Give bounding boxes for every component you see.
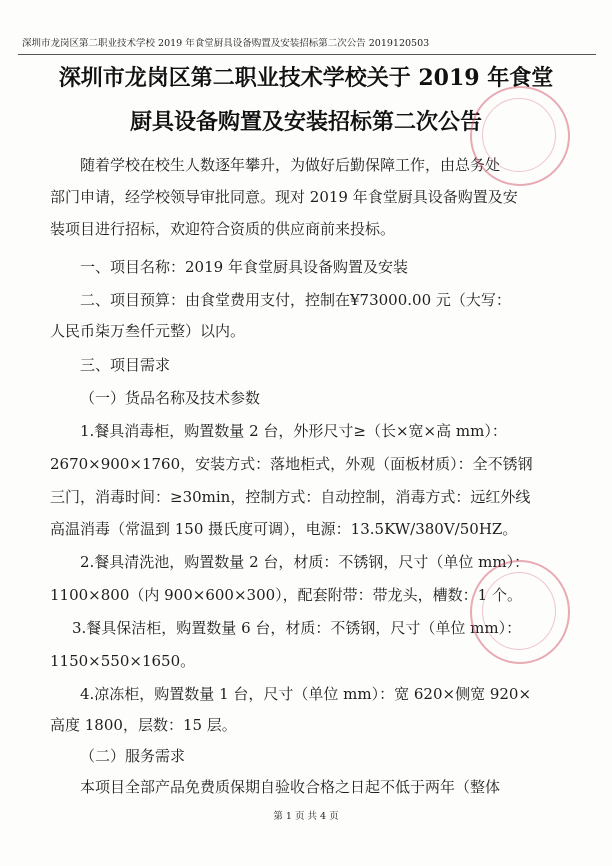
section-heading: 一、项目名称：2019 年食堂厨具设备购置及安装 xyxy=(80,258,408,276)
body-line: 4.凉冻柜，购置数量 1 台，尺寸（单位 mm）：宽 620×侧宽 920× xyxy=(80,685,532,703)
body-line: 2.餐具清洗池，购置数量 2 台，材质：不锈钢，尺寸（单位 mm）： xyxy=(80,553,530,571)
body-line: 高度 1800，层数：15 层。 xyxy=(50,716,237,734)
subsection-heading: （二）服务需求 xyxy=(80,747,186,765)
body-line: 装项目进行招标，欢迎符合资质的供应商前来投标。 xyxy=(50,220,396,238)
body-line: 部门申请，经学校领导审批同意。现对 2019 年食堂厨具设备购置及安 xyxy=(50,188,518,206)
body-line: 本项目全部产品免费质保期自验收合格之日起不低于两年（整体 xyxy=(80,778,501,796)
body-line: 随着学校在校生人数逐年攀升，为做好后勤保障工作，由总务处 xyxy=(80,156,501,174)
official-seal-inner-ring xyxy=(482,572,556,650)
body-line: 三门，消毒时间：≥30min，控制方式：自动控制，消毒方式：远红外线 xyxy=(50,488,531,506)
body-line: 1.餐具消毒柜，购置数量 2 台，外形尺寸≥（长×宽×高 mm）： xyxy=(80,422,507,440)
section-heading: 三、项目需求 xyxy=(80,356,171,374)
running-header: 深圳市龙岗区第二职业技术学校 2019 年食堂厨具设备购置及安装招标第二次公告 2019120503 xyxy=(22,38,430,49)
body-line: 1100×800（内 900×600×300），配套附带：带龙头，槽数：1 个。 xyxy=(50,586,522,604)
body-line: 二、项目预算：由食堂费用支付，控制在¥73000.00 元（大写： xyxy=(80,291,511,309)
page-footer: 第 1 页 共 4 页 xyxy=(273,811,339,822)
subsection-heading: （一）货品名称及技术参数 xyxy=(80,389,261,407)
body-line: 高温消毒（常温到 150 摄氏度可调），电源：13.5KW/380V/50HZ。 xyxy=(50,520,518,538)
body-line: 3.餐具保洁柜，购置数量 6 台，材质：不锈钢，尺寸（单位 mm）： xyxy=(72,619,522,637)
body-line: 人民币柒万叁仟元整）以内。 xyxy=(50,322,246,340)
document-title-line-1: 深圳市龙岗区第二职业技术学校关于 2019 年食堂 xyxy=(58,65,554,91)
body-line: 2670×900×1760，安装方式：落地柜式，外观（面板材质）：全不锈钢 xyxy=(50,455,533,473)
body-line: 1150×550×1650。 xyxy=(50,652,196,670)
document-title-line-2: 厨具设备购置及安装招标第二次公告 xyxy=(129,109,482,135)
official-seal-stamp xyxy=(470,560,570,664)
header-divider xyxy=(18,54,596,55)
